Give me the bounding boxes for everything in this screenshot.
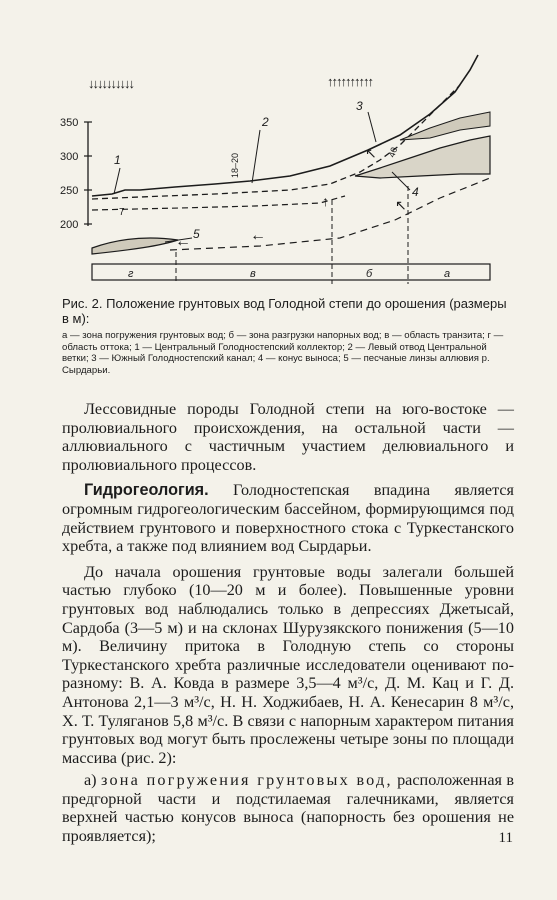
paragraph-3: До начала орошения грунтовые воды залегали большей частью глубоко (10—20 м и более). Повышенные уровни грунтовых вод наблюдались только в депрессиях Джетысай, Сардоба (3—5 м) и на склонах Шурузякского понижения (5—10 м). Величину притока в Голодную степь со стороны Туркестанского хребта различные исследователи оценивают по-разному: В. А. Ковда в размере 3,5—4 м³/с, Д. М. Кац и Г. Д. Антонова 2,1—3 м³/с, Н. Н. Ходжибаев, Н. А. Кенесарин 8 м³/с, Х. Т. Туляганов 5,8 м³/с. В связи с напорным характером питания грунтовых вод могут быть прослежены четыре зоны по площади массива (рис. 2): bbox=[62, 562, 514, 767]
groundwater-profile-figure bbox=[0, 0, 557, 292]
list-marker: а) bbox=[84, 771, 101, 790]
body-text bbox=[62, 400, 514, 853]
flow-arrow-left-2: ← bbox=[175, 233, 191, 250]
caption-title: Рис. 2. Положение грунтовых вод Голодной степи до орошения (размеры в м): bbox=[62, 296, 507, 326]
caption-legend: а — зона погружения грунтовых вод; б — зона разгрузки напорных вод; в — область транзита; г — область оттока; 1 — Центральный Голодностепский коллектор; 2 — Левый отвод Центральной ветки; 3 — Южный Голодностепский канал; 4 — конус выноса; 5 — песчаные линзы аллювия р. Сырдарьи. bbox=[62, 330, 504, 376]
paragraph-2 bbox=[62, 481, 514, 555]
flow-arrow-left-1: ← bbox=[250, 227, 266, 244]
callout-2: 2 bbox=[262, 115, 269, 129]
y-tick-label-250: 250 bbox=[60, 185, 79, 197]
dimension-label-7: 7 bbox=[119, 207, 125, 218]
zone-label-g: г bbox=[128, 268, 134, 280]
callout-3: 3 bbox=[356, 99, 363, 113]
callout-1: 1 bbox=[114, 153, 121, 167]
dimension-label-18-20: 18–20 bbox=[230, 152, 240, 178]
zone-term: зона погружения грунтовых вод, bbox=[100, 771, 393, 790]
callout-4: 4 bbox=[412, 185, 419, 199]
downward-arrows: ↓↓↓↓↓↓↓↓↓↓ bbox=[88, 76, 133, 91]
paragraph-4 bbox=[62, 771, 514, 845]
flow-arrow-up-1: ↑ bbox=[322, 193, 329, 209]
y-tick-label-200: 200 bbox=[60, 219, 79, 231]
zone-label-b: б bbox=[366, 268, 373, 280]
callout-line-1 bbox=[114, 168, 120, 194]
zone-strip bbox=[92, 264, 490, 280]
section-heading: Гидрогеология. bbox=[84, 481, 209, 500]
y-tick-label-350: 350 bbox=[60, 117, 79, 129]
figure-caption bbox=[62, 296, 514, 376]
callout-5: 5 bbox=[193, 227, 200, 241]
zone-label-v: в bbox=[250, 268, 256, 280]
callout-line-2 bbox=[252, 130, 260, 183]
lower-boundary-line bbox=[92, 196, 345, 210]
page-number: 11 bbox=[498, 830, 513, 846]
deep-boundary-line bbox=[170, 178, 490, 250]
callout-line-3 bbox=[368, 112, 376, 142]
dimension-label-40: 40 bbox=[386, 145, 400, 159]
paragraph-1: Лессовидные породы Голодной степи на юго-востоке — пролювиального происхождения, на остальной части — аллювиального с частичным участием делювиального и пролювиального процессов. bbox=[62, 400, 514, 474]
groundwater-level-line bbox=[92, 85, 460, 199]
paragraph-4-text: расположенная в предгорной части и подстилаемая галечниками, является верхней частью конусов выноса (напорность без орошения не проявляется); bbox=[62, 771, 514, 846]
y-tick-label-300: 300 bbox=[60, 151, 79, 163]
flow-arrow-up-2: ↖ bbox=[395, 197, 407, 213]
flow-arrow-up-3: ↖ bbox=[365, 145, 377, 161]
zone-label-a: а bbox=[444, 268, 451, 280]
paragraph-2-text: Голодностепская впадина является огромным гидрогеологическим бассейном, формирующимся под действием грунтового и поверхностного стока с Туркестанского хребта, а также под влиянием вод Сырдарьи. bbox=[62, 481, 514, 556]
upward-arrows: ↑↑↑↑↑↑↑↑↑↑ bbox=[327, 74, 372, 89]
sand-lens bbox=[92, 238, 178, 254]
